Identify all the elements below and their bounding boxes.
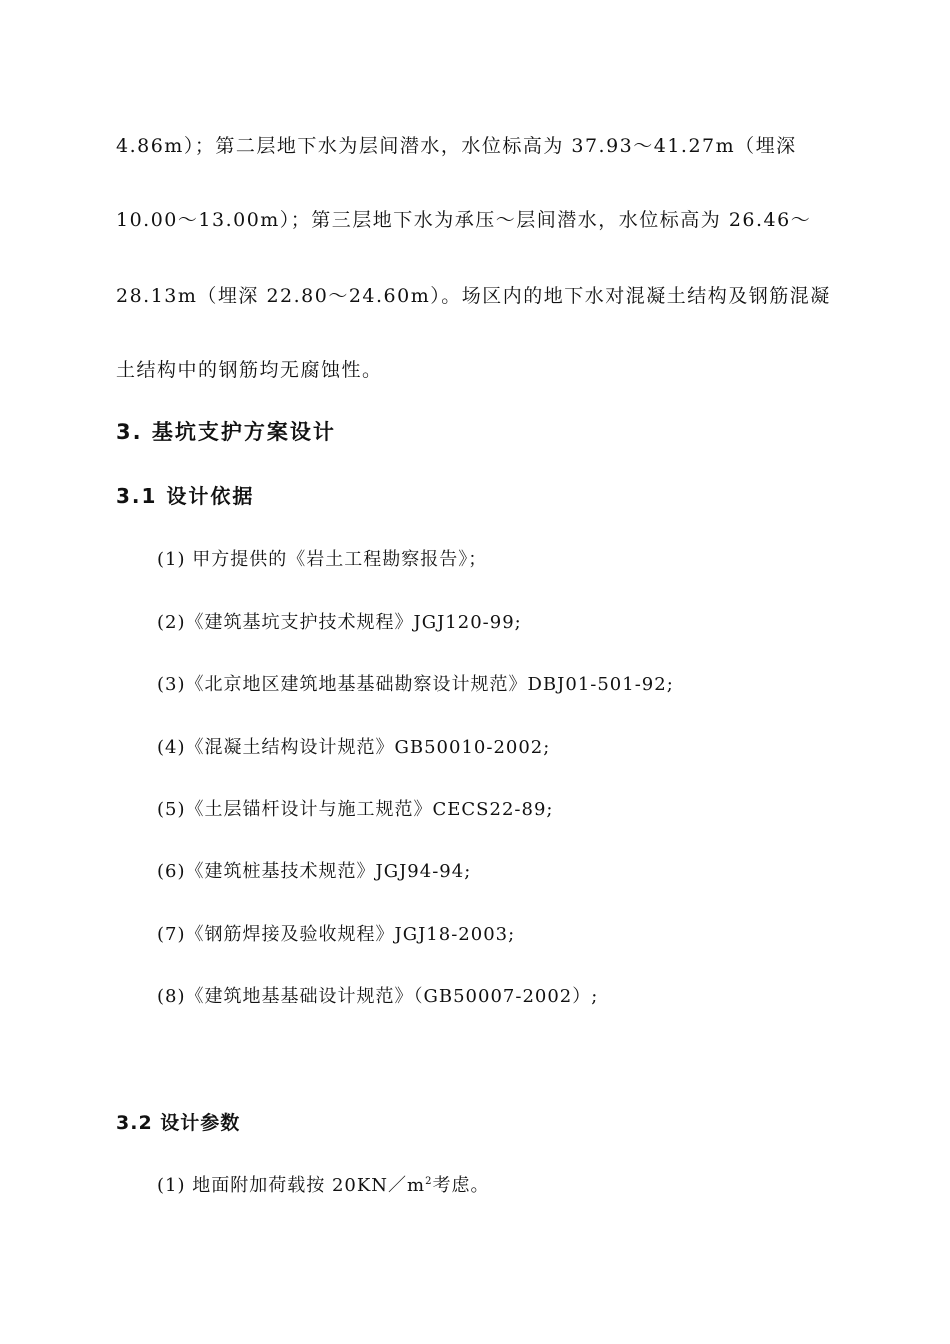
reference-item-4: (4)《混凝土结构设计规范》GB50010-2002; (157, 737, 551, 758)
reference-item-6: (6)《建筑桩基技术规范》JGJ94-94; (157, 861, 472, 882)
reference-item-8: (8)《建筑地基基础设计规范》（GB50007-2002）; (157, 986, 599, 1007)
paragraph-line-1: 4.86m）；第二层地下水为层间潜水，水位标高为 37.93～41.27m（埋深 (116, 135, 797, 157)
paragraph-line-3: 28.13m（埋深 22.80～24.60m）。场区内的地下水对混凝土结构及钢筋混凝 (116, 285, 831, 307)
parameter-item-1 (157, 1174, 490, 1198)
paragraph-line-4: 土结构中的钢筋均无腐蚀性。 (116, 359, 383, 381)
parameter-item-1-suffix: 考虑。 (432, 1175, 490, 1196)
parameter-item-1-text: (1) 地面附加荷载按 20KN／m (157, 1175, 426, 1196)
superscript-2: 2 (425, 1176, 433, 1187)
reference-item-3: (3)《北京地区建筑地基基础勘察设计规范》DBJ01-501-92; (157, 674, 674, 695)
reference-item-7: (7)《钢筋焊接及验收规程》JGJ18-2003; (157, 924, 516, 945)
paragraph-line-2: 10.00～13.00m）；第三层地下水为承压～层间潜水，水位标高为 26.46～ (116, 209, 812, 231)
section-3-1-heading: 3.1 设计依据 (116, 484, 255, 508)
section-3-2-heading: 3.2 设计参数 (116, 1112, 241, 1134)
reference-item-5: (5)《土层锚杆设计与施工规范》CECS22-89; (157, 799, 554, 820)
section-3-heading: 3. 基坑支护方案设计 (116, 420, 336, 444)
reference-item-2: (2)《建筑基坑支护技术规程》JGJ120-99; (157, 612, 522, 633)
reference-item-1: (1) 甲方提供的《岩土工程勘察报告》； (157, 549, 488, 570)
